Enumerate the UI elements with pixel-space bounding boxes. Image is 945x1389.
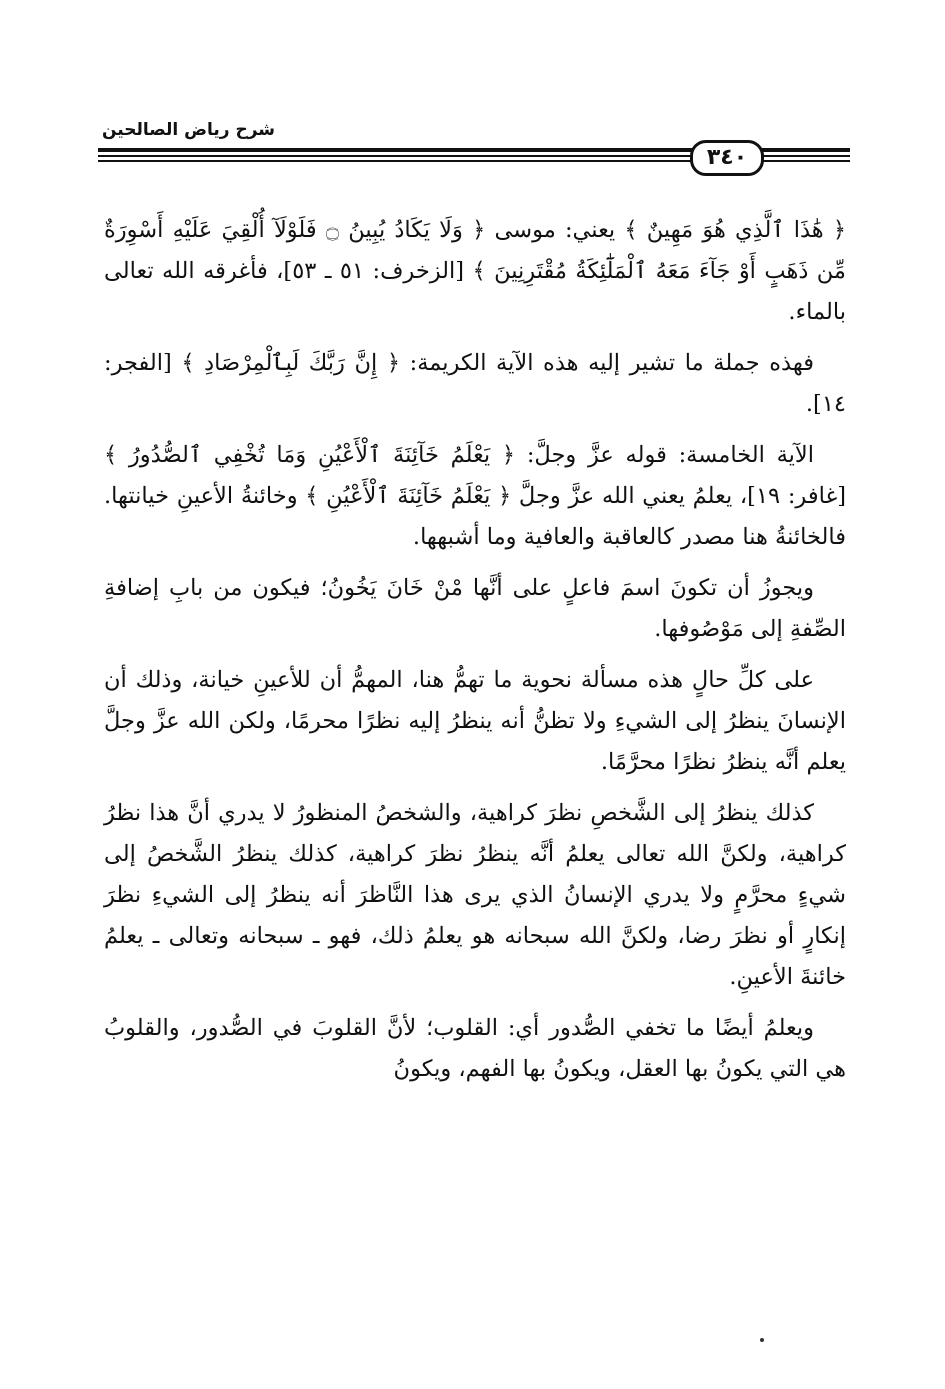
paragraph: ﴿ هَٰذَا ٱلَّذِي هُوَ مَهِينٌ ﴾ يعني: موسى ﴿ وَلَا يَكَادُ يُبِينُ ۝ فَلَوْلَآ أُلْقِيَ عَلَيْهِ أَسْوِرَةٌ مِّن ذَهَبٍ أَوْ جَآءَ مَعَهُ ٱلْمَلَٰٓئِكَةُ مُقْتَرِنِينَ ﴾ [الزخرف: ٥١ ـ ٥٣]، فأغرقه الله تعالى بالماء. bbox=[104, 217, 847, 325]
body-text bbox=[104, 210, 846, 1100]
paragraph: الآية الخامسة: قوله عزَّ وجلَّ: ﴿ يَعْلَمُ خَآئِنَةَ ٱلْأَعْيُنِ وَمَا تُخْفِي ٱلصُّدُورُ ﴾ [غافر: ١٩]، يعلمُ يعني الله عزَّ وجلَّ ﴿ يَعْلَمُ خَآئِنَةَ ٱلْأَعْيُنِ ﴾ وخائنةُ الأعينِ خيانتها. فالخائنةُ هنا مصدر كالعاقبة والعافية وما أشبهها. bbox=[104, 442, 846, 550]
paragraph: ويعلمُ أيضًا ما تخفي الصُّدور أي: القلوب؛ لأنَّ القلوبَ في الصُّدور، والقلوبُ هي التي يكونُ بها العقل، ويكونُ بها الفهم، ويكونُ bbox=[104, 1015, 846, 1082]
paragraph: كذلك ينظرُ إلى الشَّخصِ نظرَ كراهية، والشخصُ المنظورُ لا يدري أنَّ هذا نظرُ كراهية، ولكنَّ الله تعالى يعلمُ أنَّه ينظرُ نظرَ كراهية، كذلك ينظرُ الشَّخصُ إلى شيءٍ محرَّمٍ ولا يدري الإنسانُ الذي يرى هذا النَّاظرَ أنه ينظرُ إلى الشيءِ نظرَ إنكارٍ أو نظرَ رضا، ولكنَّ الله سبحانه هو يعلمُ ذلك، فهو ـ سبحانه وتعالى ـ يعلمُ خائنةَ الأعينِ. bbox=[104, 800, 846, 990]
paragraph: ويجوزُ أن تكونَ اسمَ فاعلٍ على أنَّها مْنْ خَانَ يَخُونُ؛ فيكون من بابِ إضافةِ الصِّفةِ إلى مَوْصُوفها. bbox=[104, 575, 846, 642]
book-title: شرح رياض الصالحين bbox=[102, 120, 276, 140]
page-speck bbox=[760, 1338, 764, 1342]
page-header bbox=[98, 110, 850, 180]
paragraph: فهذه جملة ما تشير إليه هذه الآية الكريمة: ﴿ إِنَّ رَبَّكَ لَبِٱلْمِرْصَادِ ﴾ [الفجر: ١٤]. bbox=[104, 350, 846, 417]
page-number: ٣٤٠ bbox=[690, 140, 764, 176]
paragraph: على كلِّ حالٍ هذه مسألة نحوية ما تهمُّ هنا، المهمُّ أن للأعينِ خيانة، وذلك أن الإنسانَ ينظرُ إلى الشيءِ ولا تظنُّ أنه ينظرُ إليه نظرًا محرمًا، ولكن الله عزَّ وجلَّ يعلم أنَّه ينظرُ نظرًا محرَّمًا. bbox=[104, 667, 846, 775]
